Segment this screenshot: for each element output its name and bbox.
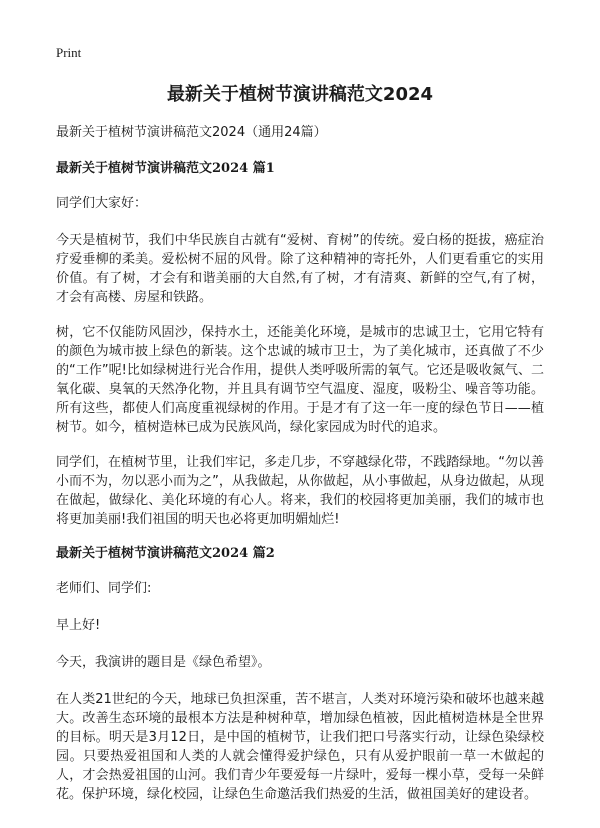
document-subtitle: 最新关于植树节演讲稿范文2024（通用24篇） <box>56 125 327 140</box>
section-1-paragraph-2: 树，它不仅能防风固沙，保持水土，还能美化环境，是城市的忠诚卫士，它用它特有的颜色为城市披上绿色的新装。这个忠诚的城市卫士，为了美化城市，还真做了不少的“工作”呢!比如绿树进行光合作用，提供人类呼吸所需的氧气。它还是吸收氮气、二氧化碳、臭氧的天然净化物，并且具有调节空气温度、湿度，吸粉尘、噪音等功能。所有这些，都使人们高度重视绿树的作用。于是才有了这一年一度的绿色节日——植树节。如今，植树造林已成为民族风尚，绿化家园成为时代的追求。 <box>56 325 544 435</box>
section-2-greeting: 老师们、同学们: <box>56 581 152 596</box>
section-1-greeting: 同学们大家好： <box>56 196 148 211</box>
section-1-heading: 最新关于植树节演讲稿范文2024 篇1 <box>56 161 275 176</box>
section-2-paragraph-1: 在人类21世纪的今天，地球已负担深重，苦不堪言，人类对环境污染和破坏也越来越大。改善生态环境的最根本方法是种树种草，增加绿色植被，因此植树造林是全世界的目标。明天是3月12日，是中国的植树节，让我们把口号落实行动，让绿色染绿校园。只要热爱祖国和人类的人就会懂得爱护绿色，只有从爱护眼前一草一木做起的人，才会热爱祖国的山河。我们青少年要爱每一片绿叶，爱每一棵小草，受每一朵鲜花。保护环境，绿化校园，让绿色生命邀活我们热爱的生活，做祖国美好的建设者。 <box>56 692 544 802</box>
section-2-morning: 早上好! <box>56 618 101 633</box>
print-label[interactable]: Print <box>56 45 82 60</box>
section-2-heading: 最新关于植树节演讲稿范文2024 篇2 <box>56 546 275 561</box>
section-1-paragraph-3: 同学们，在植树节里，让我们牢记，多走几步，不穿越绿化带，不践踏绿地。“勿以善小而不为，勿以恶小而为之”，从我做起，从你做起，从小事做起，从身边做起，从现在做起，做绿化、美化环境的有心人。将来，我们的校园将更加美丽，我们的城市也将更加美丽!我们祖国的明天也必将更加明媚灿烂! <box>56 455 544 527</box>
document-title: 最新关于植树节演讲稿范文2024 <box>166 84 434 105</box>
section-1-paragraph-1: 今天是植树节，我们中华民族自古就有“爱树、育树”的传统。爱白杨的挺拔，癌症治疗爱垂柳的柔美。爱松树不屈的风骨。除了这种精神的寄托外，人们更看重它的实用价值。有了树，才会有和谐美丽的大自然,有了树，才有清爽、新鲜的空气,有了树，才会有高楼、房屋和铁路。 <box>56 233 544 305</box>
section-2-topic: 今天，我演讲的题目是《绿色希望》。 <box>56 655 271 670</box>
